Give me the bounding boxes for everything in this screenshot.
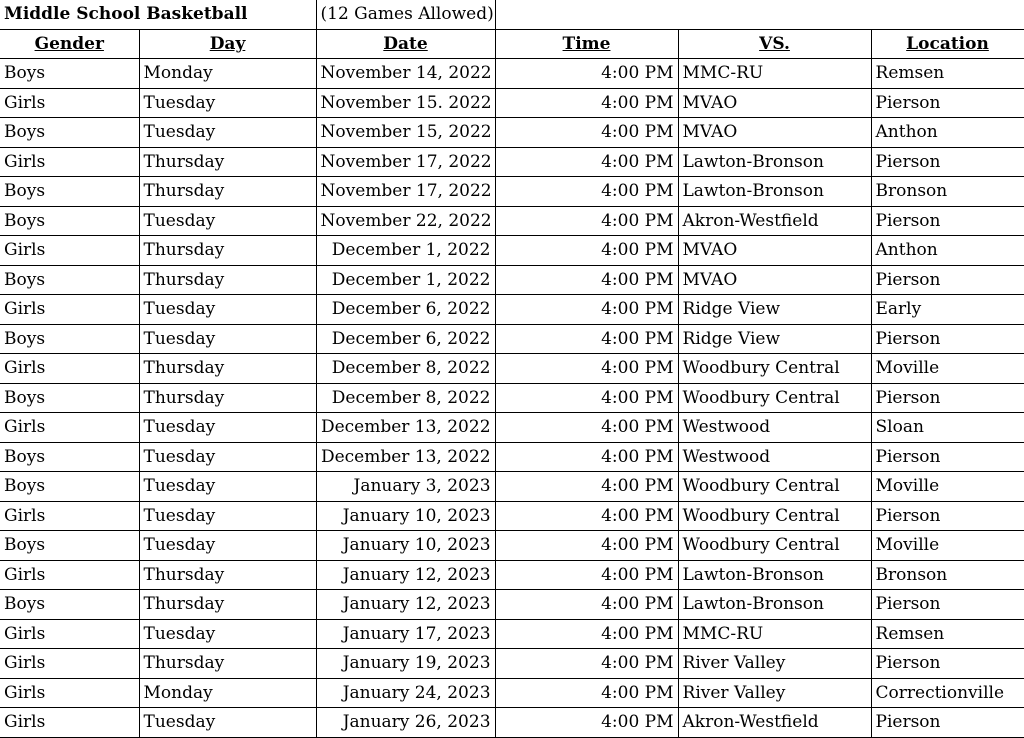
location-cell: Bronson [871,560,1024,590]
time-cell: 4:00 PM [495,501,678,531]
opponent-cell: Ridge View [678,324,871,354]
location-cell: Pierson [871,649,1024,679]
opponent-cell: Lawton-Bronson [678,147,871,177]
day-cell: Tuesday [139,324,316,354]
gender-cell: Boys [0,472,139,502]
date-cell: December 1, 2022 [316,265,495,295]
time-cell: 4:00 PM [495,649,678,679]
location-cell: Bronson [871,177,1024,207]
date-cell: December 6, 2022 [316,324,495,354]
date-cell: January 24, 2023 [316,678,495,708]
table-row [0,177,1024,207]
gender-cell: Boys [0,590,139,620]
date-cell: January 26, 2023 [316,708,495,738]
gender-cell: Girls [0,649,139,679]
day-cell: Tuesday [139,708,316,738]
gender-cell: Boys [0,265,139,295]
table-row [0,619,1024,649]
time-cell: 4:00 PM [495,413,678,443]
table-row [0,678,1024,708]
table-row [0,383,1024,413]
location-cell: Pierson [871,147,1024,177]
location-cell: Pierson [871,383,1024,413]
empty-title-cell [495,0,1024,29]
time-cell: 4:00 PM [495,383,678,413]
location-cell: Early [871,295,1024,325]
time-cell: 4:00 PM [495,88,678,118]
location-cell: Moville [871,354,1024,384]
time-cell: 4:00 PM [495,472,678,502]
gender-cell: Boys [0,383,139,413]
date-cell: November 15. 2022 [316,88,495,118]
time-cell: 4:00 PM [495,708,678,738]
table-row [0,708,1024,738]
table-row [0,295,1024,325]
table-row [0,354,1024,384]
date-cell: December 6, 2022 [316,295,495,325]
day-cell: Thursday [139,383,316,413]
date-cell: November 15, 2022 [316,118,495,148]
gender-cell: Girls [0,560,139,590]
time-cell: 4:00 PM [495,147,678,177]
location-cell: Pierson [871,265,1024,295]
table-row [0,649,1024,679]
opponent-cell: MMC-RU [678,619,871,649]
location-cell: Anthon [871,118,1024,148]
opponent-cell: Woodbury Central [678,383,871,413]
opponent-cell: MVAO [678,236,871,266]
location-cell: Pierson [871,324,1024,354]
opponent-cell: Woodbury Central [678,472,871,502]
location-cell: Pierson [871,590,1024,620]
header-time: Time [495,29,678,59]
opponent-cell: Woodbury Central [678,531,871,561]
location-cell: Anthon [871,236,1024,266]
opponent-cell: Woodbury Central [678,501,871,531]
gender-cell: Girls [0,147,139,177]
date-cell: January 10, 2023 [316,531,495,561]
opponent-cell: River Valley [678,678,871,708]
date-cell: December 1, 2022 [316,236,495,266]
table-row [0,472,1024,502]
location-cell: Pierson [871,206,1024,236]
title-row [0,0,1024,29]
date-cell: December 13, 2022 [316,442,495,472]
opponent-cell: Ridge View [678,295,871,325]
gender-cell: Girls [0,413,139,443]
day-cell: Thursday [139,560,316,590]
location-cell: Pierson [871,88,1024,118]
opponent-cell: Lawton-Bronson [678,177,871,207]
location-cell: Remsen [871,619,1024,649]
header-row [0,29,1024,59]
day-cell: Tuesday [139,88,316,118]
date-cell: January 10, 2023 [316,501,495,531]
gender-cell: Girls [0,88,139,118]
date-cell: November 22, 2022 [316,206,495,236]
time-cell: 4:00 PM [495,324,678,354]
gender-cell: Girls [0,236,139,266]
time-cell: 4:00 PM [495,354,678,384]
location-cell: Pierson [871,442,1024,472]
day-cell: Thursday [139,354,316,384]
opponent-cell: Woodbury Central [678,354,871,384]
gender-cell: Boys [0,206,139,236]
opponent-cell: MMC-RU [678,59,871,89]
time-cell: 4:00 PM [495,442,678,472]
opponent-cell: MVAO [678,88,871,118]
time-cell: 4:00 PM [495,236,678,266]
opponent-cell: Westwood [678,413,871,443]
gender-cell: Girls [0,708,139,738]
day-cell: Thursday [139,590,316,620]
location-cell: Correctionville [871,678,1024,708]
time-cell: 4:00 PM [495,206,678,236]
table-row [0,560,1024,590]
gender-cell: Boys [0,531,139,561]
location-cell: Moville [871,472,1024,502]
header-vs: VS. [678,29,871,59]
gender-cell: Girls [0,295,139,325]
time-cell: 4:00 PM [495,678,678,708]
date-cell: January 3, 2023 [316,472,495,502]
sheet-title: Middle School Basketball [0,0,316,29]
opponent-cell: MVAO [678,265,871,295]
day-cell: Tuesday [139,413,316,443]
header-gender: Gender [0,29,139,59]
table-row [0,442,1024,472]
date-cell: January 19, 2023 [316,649,495,679]
table-row [0,236,1024,266]
day-cell: Monday [139,678,316,708]
time-cell: 4:00 PM [495,118,678,148]
table-row [0,324,1024,354]
header-location: Location [871,29,1024,59]
gender-cell: Boys [0,177,139,207]
header-date: Date [316,29,495,59]
sheet-subtitle: (12 Games Allowed) [316,0,495,29]
day-cell: Monday [139,59,316,89]
gender-cell: Girls [0,354,139,384]
day-cell: Thursday [139,265,316,295]
gender-cell: Girls [0,619,139,649]
gender-cell: Boys [0,324,139,354]
opponent-cell: Westwood [678,442,871,472]
time-cell: 4:00 PM [495,590,678,620]
table-row [0,413,1024,443]
opponent-cell: Akron-Westfield [678,206,871,236]
table-row [0,59,1024,89]
date-cell: January 17, 2023 [316,619,495,649]
time-cell: 4:00 PM [495,560,678,590]
time-cell: 4:00 PM [495,177,678,207]
table-row [0,206,1024,236]
day-cell: Tuesday [139,118,316,148]
time-cell: 4:00 PM [495,295,678,325]
table-row [0,531,1024,561]
gender-cell: Boys [0,118,139,148]
day-cell: Thursday [139,236,316,266]
location-cell: Moville [871,531,1024,561]
location-cell: Pierson [871,501,1024,531]
day-cell: Tuesday [139,472,316,502]
location-cell: Pierson [871,708,1024,738]
table-row [0,590,1024,620]
header-day: Day [139,29,316,59]
table-row [0,501,1024,531]
day-cell: Thursday [139,177,316,207]
opponent-cell: MVAO [678,118,871,148]
date-cell: November 17, 2022 [316,147,495,177]
day-cell: Tuesday [139,501,316,531]
date-cell: November 14, 2022 [316,59,495,89]
day-cell: Tuesday [139,531,316,561]
time-cell: 4:00 PM [495,619,678,649]
day-cell: Tuesday [139,295,316,325]
table-row [0,88,1024,118]
gender-cell: Boys [0,59,139,89]
opponent-cell: River Valley [678,649,871,679]
opponent-cell: Akron-Westfield [678,708,871,738]
date-cell: December 8, 2022 [316,383,495,413]
day-cell: Thursday [139,147,316,177]
day-cell: Tuesday [139,619,316,649]
location-cell: Remsen [871,59,1024,89]
date-cell: December 13, 2022 [316,413,495,443]
table-row [0,147,1024,177]
gender-cell: Girls [0,678,139,708]
day-cell: Tuesday [139,442,316,472]
date-cell: December 8, 2022 [316,354,495,384]
opponent-cell: Lawton-Bronson [678,590,871,620]
day-cell: Tuesday [139,206,316,236]
day-cell: Thursday [139,649,316,679]
time-cell: 4:00 PM [495,265,678,295]
date-cell: January 12, 2023 [316,590,495,620]
table-row [0,118,1024,148]
date-cell: November 17, 2022 [316,177,495,207]
time-cell: 4:00 PM [495,531,678,561]
date-cell: January 12, 2023 [316,560,495,590]
table-row [0,265,1024,295]
gender-cell: Girls [0,501,139,531]
opponent-cell: Lawton-Bronson [678,560,871,590]
location-cell: Sloan [871,413,1024,443]
time-cell: 4:00 PM [495,59,678,89]
gender-cell: Boys [0,442,139,472]
